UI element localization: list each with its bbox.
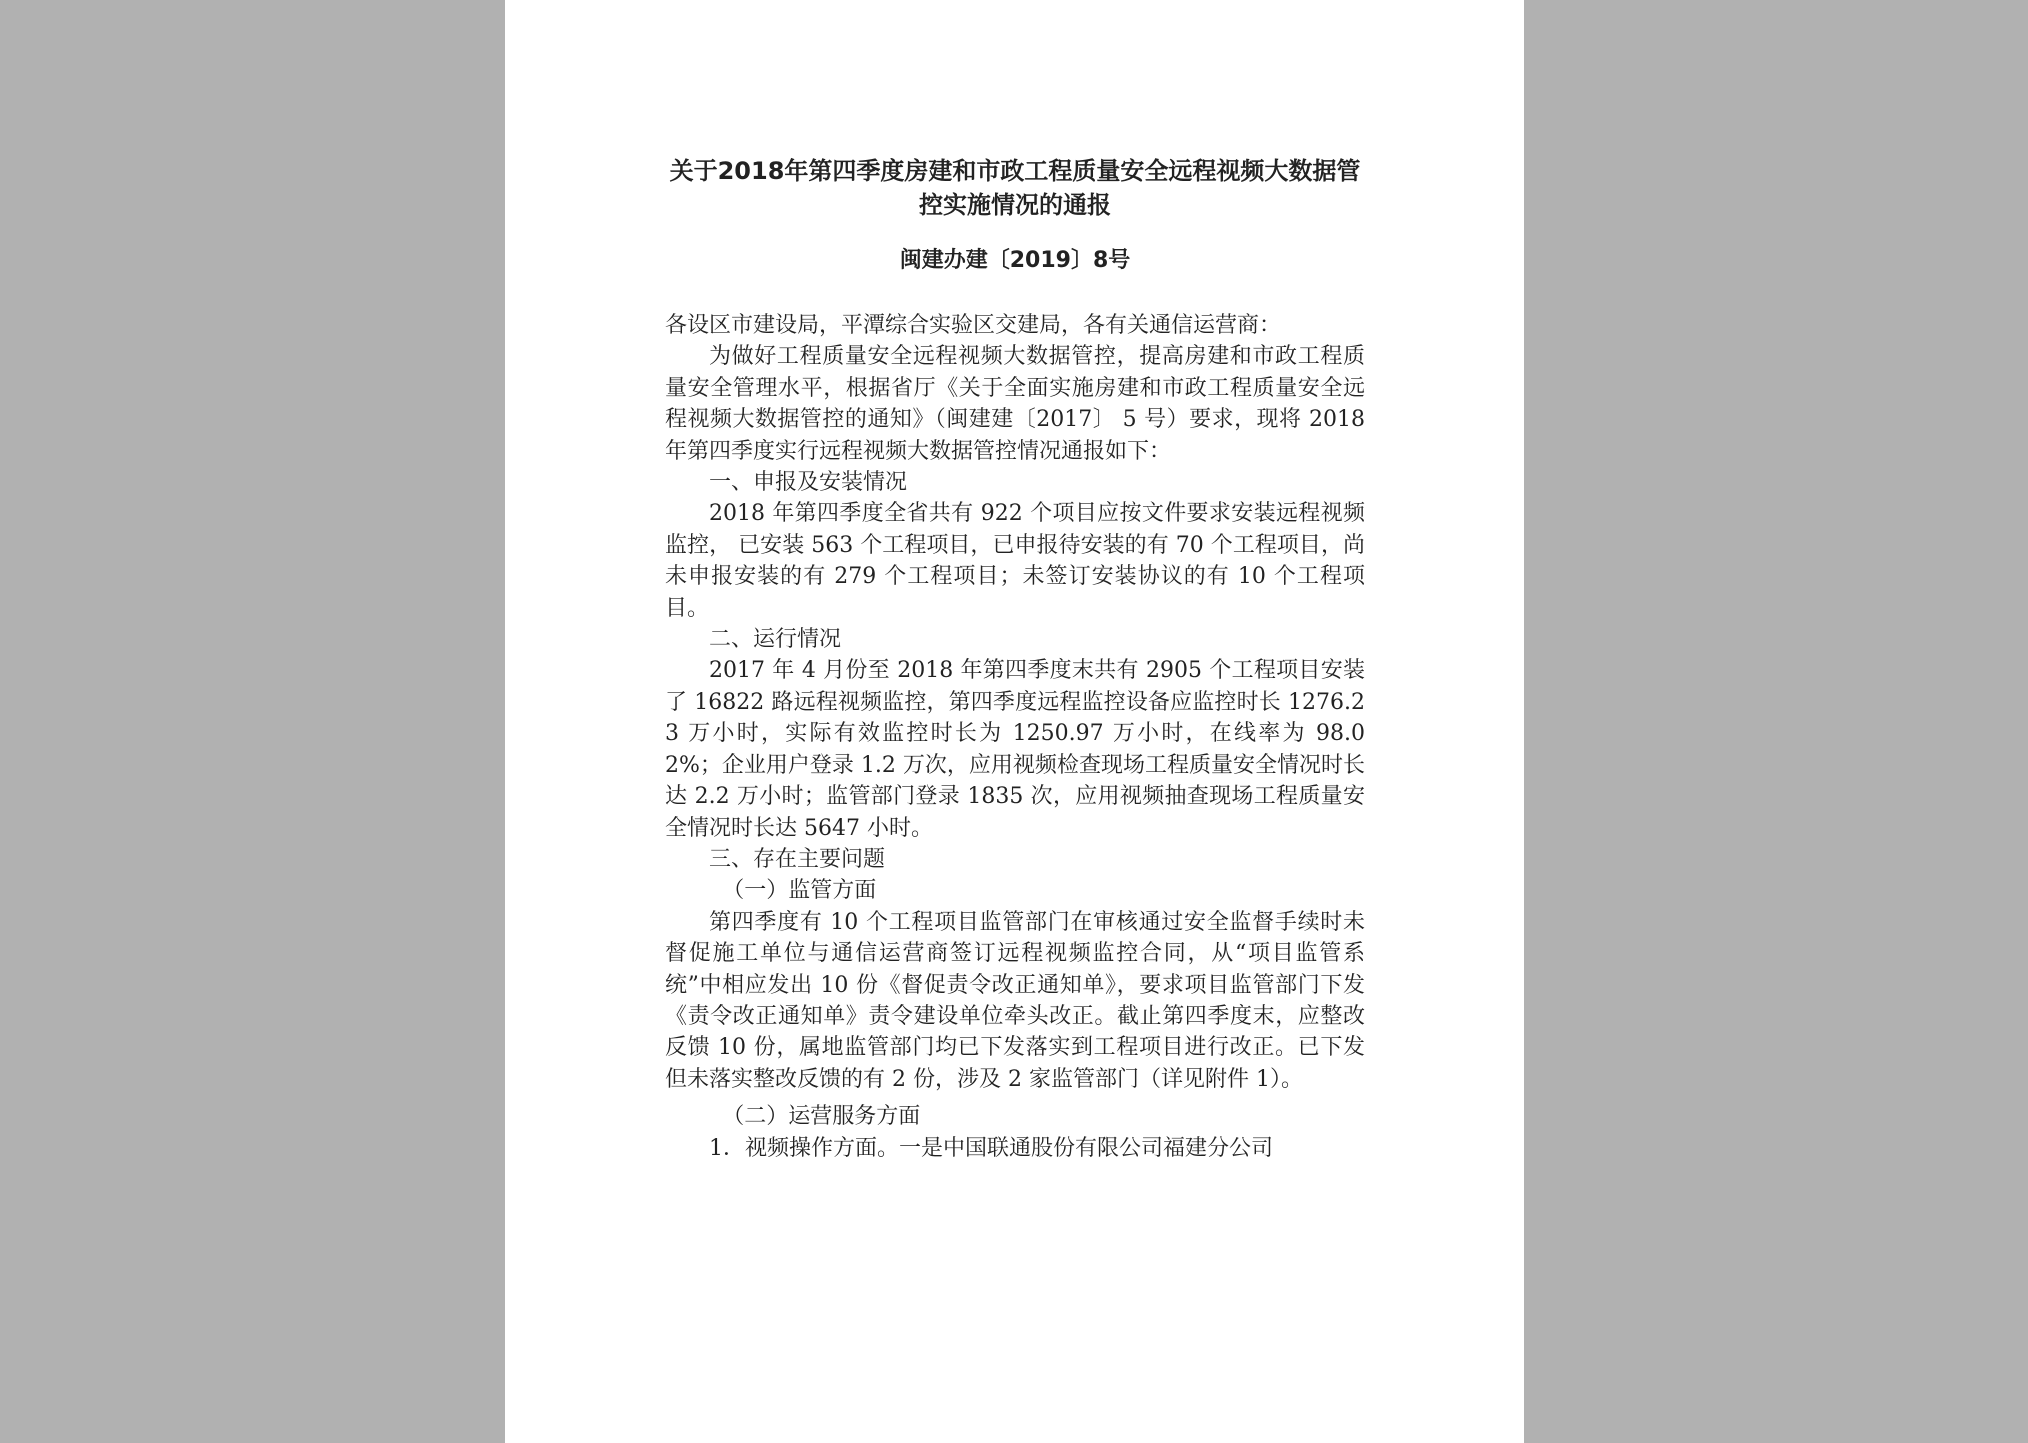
section-heading-3: 三、存在主要问题 [709,846,886,872]
section-heading-1: 一、申报及安装情况 [709,470,908,496]
paragraph-intro: 为做好工程质量安全远程视频大数据管控，提高房建和市政工程质量安全管理水平，根据省厅《关于全面实施房建和市政工程质量安全远程视频大数据管控的通知》（闽建建〔2017〕 5 号）要求，现将 2018 年第四季度实行远程视频大数据管控情况通报如下： [665,344,1365,464]
subsection-heading-supervision: （一）监管方面 [722,878,877,904]
document-number: 闽建办建〔2019〕8号 [899,248,1131,273]
paragraph-operation: 2017 年 4 月份至 2018 年第四季度末共有 2905 个工程项目安装了 16822 路远程视频监控，第四季度远程监控设备应监控时长 1276.23 万小时，实际有效监控时长为 1250.97 万小时，在线率为 98.02%；企业用户登录 1.2 万次，应用视频检查现场工程质量安全情况时长达 2.2 万小时；监管部门登录 1835 次，应用视频抽查现场工程质量安全情况时长达 5647 小时。 [665,658,1365,841]
salutation: 各设区市建设局，平潭综合实验区交建局，各有关通信运营商： [665,313,1282,338]
document-body [665,310,1365,1164]
paragraph-video-operation: 1．视频操作方面。一是中国联通股份有限公司福建分公司 [709,1135,1273,1161]
subsection-heading-service: （二）运营服务方面 [722,1104,921,1130]
paragraph-installation: 2018 年第四季度全省共有 922 个项目应按文件要求安装远程视频监控， 已安装 563 个工程项目，已申报待安装的有 70 个工程项目，尚未申报安装的有 279 个工程项目；未签订安装协议的有 10 个工程项目。 [665,501,1365,621]
paragraph-supervision: 第四季度有 10 个工程项目监管部门在审核通过安全监督手续时未督促施工单位与通信运营商签订远程视频监控合同，从“项目监管系统”中相应发出 10 份《督促责令改正通知单》，要求项目监管部门下发《责令改正通知单》责令建设单位牵头改正。截止第四季度末，应整改反馈 10 份，属地监管部门均已下发落实到工程项目进行改正。已下发但未落实整改反馈的有 2 份，涉及 2 家监管部门（详见附件 1）。 [665,909,1365,1092]
document-content [665,154,1365,1164]
section-heading-2: 二、运行情况 [709,627,842,653]
document-title: 关于2018年第四季度房建和市政工程质量安全远程视频大数据管控实施情况的通报 [669,157,1361,219]
document-page [505,0,1524,1443]
